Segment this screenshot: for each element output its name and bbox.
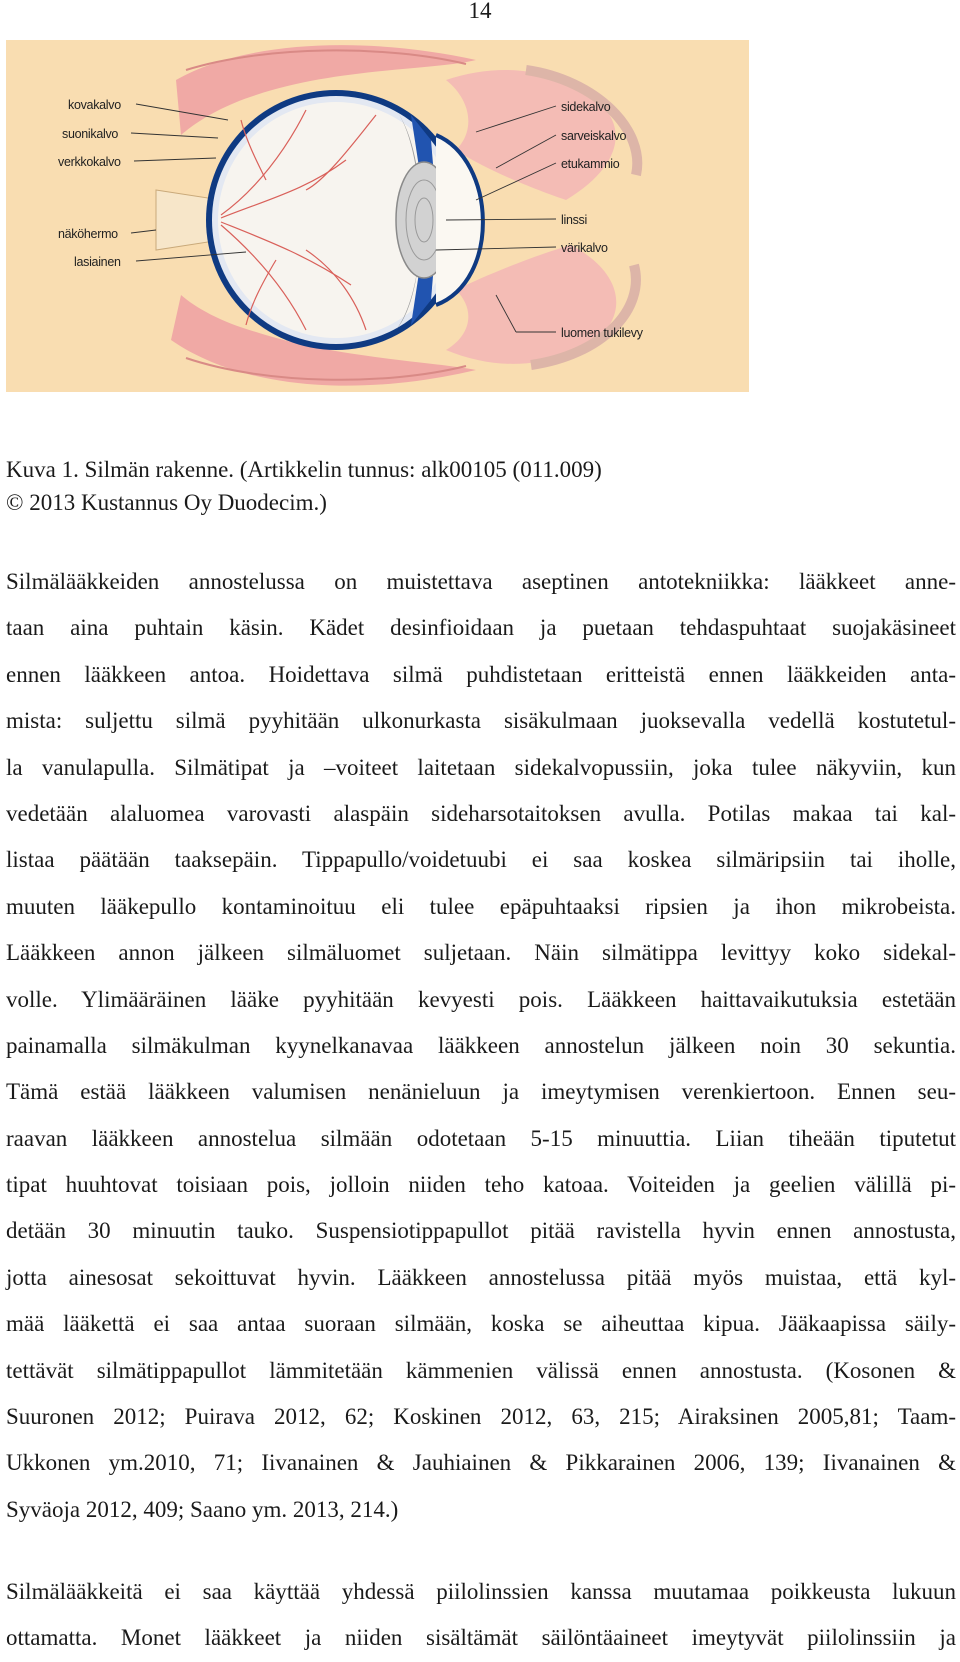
label-suonikalvo: suonikalvo (62, 127, 119, 141)
eye-anatomy-figure (6, 40, 749, 392)
label-sarveiskalvo: sarveiskalvo (561, 129, 627, 143)
page-number: 14 (468, 0, 492, 23)
paragraph-1 (6, 559, 956, 1533)
text-line: mista: suljettu silmä pyyhitään ulkonurkasta sisäkulmaan juoksevalla vedellä kostutetul- (6, 708, 956, 734)
label-etukammio: etukammio (561, 157, 620, 171)
text-line: tettävät silmätippapullot lämmitetään kämmenien välissä ennen annostusta. (Kosonen & (6, 1357, 956, 1383)
caption-line-1: Kuva 1. Silmän rakenne. (Artikkelin tunnus: alk00105 (011.009) (6, 457, 602, 482)
text-line: Silmälääkkeiden annostelussa on muistettava aseptinen antotekniikka: lääkkeet anne- (6, 569, 956, 594)
text-line: mää lääkettä ei saa antaa suoraan silmään, koska se aiheuttaa kipua. Jääkaapissa säily- (6, 1311, 956, 1337)
text-line: vedetään alaluomea varovasti alaspäin sideharsotaitoksen avulla. Potilas makaa tai kal- (6, 800, 956, 826)
label-lasiainen: lasiainen (74, 255, 121, 269)
text-line: Tämä estää lääkkeen valumisen nenänieluun ja imeytymisen verenkiertoon. Ennen seu- (6, 1079, 956, 1105)
text-line: Suuronen 2012; Puirava 2012, 62; Koskinen 2012, 63, 215; Airaksinen 2005,81; Taam- (6, 1404, 956, 1430)
text-line: Silmälääkkeitä ei saa käyttää yhdessä piilolinssien kanssa muutamaa poikkeusta lukuun (6, 1579, 956, 1604)
label-nakohermo: näköhermo (58, 227, 118, 241)
label-varikalvo: värikalvo (561, 241, 608, 255)
label-luomen-tukilevy: luomen tukilevy (561, 326, 643, 340)
label-linssi: linssi (561, 213, 587, 227)
text-line: detään 30 minuutin tauko. Suspensiotippapullot pitää ravistella hyvin ennen annostusta, (6, 1218, 956, 1244)
text-line: taan aina puhtain käsin. Kädet desinfioidaan ja puetaan tehdaspuhtaat suojakäsineet (6, 615, 956, 641)
label-verkkokalvo: verkkokalvo (58, 155, 121, 169)
text-line: Syväoja 2012, 409; Saano ym. 2013, 214.) (6, 1496, 399, 1522)
label-kovakalvo: kovakalvo (68, 98, 121, 112)
text-line: muuten lääkepullo kontaminoituu eli tulee epäpuhtaaksi ripsien ja ihon mikrobeista. (6, 893, 956, 919)
paragraph-2 (6, 1569, 956, 1662)
text-line: Lääkkeen annon jälkeen silmäluomet suljetaan. Näin silmätippa levittyy koko sidekal- (6, 940, 956, 966)
figure-caption (6, 453, 956, 519)
text-line: ottamatta. Monet lääkkeet ja niiden sisältämät säilöntäaineet imeytyvät piilolinssiin ja (6, 1625, 956, 1651)
text-line: volle. Ylimääräinen lääke pyyhitään kevyesti pois. Lääkkeen haittavaikutuksia estetään (6, 986, 956, 1012)
eye-anatomy-illustration (6, 40, 749, 392)
text-line: jotta ainesosat sekoittuvat hyvin. Lääkkeen annostelussa pitää myös muistaa, että kyl- (6, 1264, 956, 1290)
text-line: painamalla silmäkulman kyynelkanavaa lääkkeen annostelun jälkeen noin 30 sekuntia. (6, 1032, 956, 1058)
label-sidekalvo: sidekalvo (561, 100, 611, 114)
text-line: listaa päätään taaksepäin. Tippapullo/voidetuubi ei saa koskea silmäripsiin tai iholle, (6, 847, 956, 873)
text-line: tipat huuhtovat toisiaan pois, jolloin niiden teho katoaa. Voiteiden ja geelien välillä pi- (6, 1172, 956, 1198)
text-line: ennen lääkkeen antoa. Hoidettava silmä puhdistetaan eritteistä ennen lääkkeiden anta- (6, 661, 956, 687)
text-line: Ukkonen ym.2010, 71; Iivanainen & Jauhiainen & Pikkarainen 2006, 139; Iivanainen & (6, 1450, 956, 1476)
caption-line-2: © 2013 Kustannus Oy Duodecim.) (6, 490, 327, 515)
text-line: raavan lääkkeen annostelua silmään odotetaan 5-15 minuuttia. Liian tiheään tiputetut (6, 1125, 956, 1151)
text-line: la vanulapulla. Silmätipat ja –voiteet laitetaan sidekalvopussiin, joka tulee näkyviin, kun (6, 754, 956, 780)
